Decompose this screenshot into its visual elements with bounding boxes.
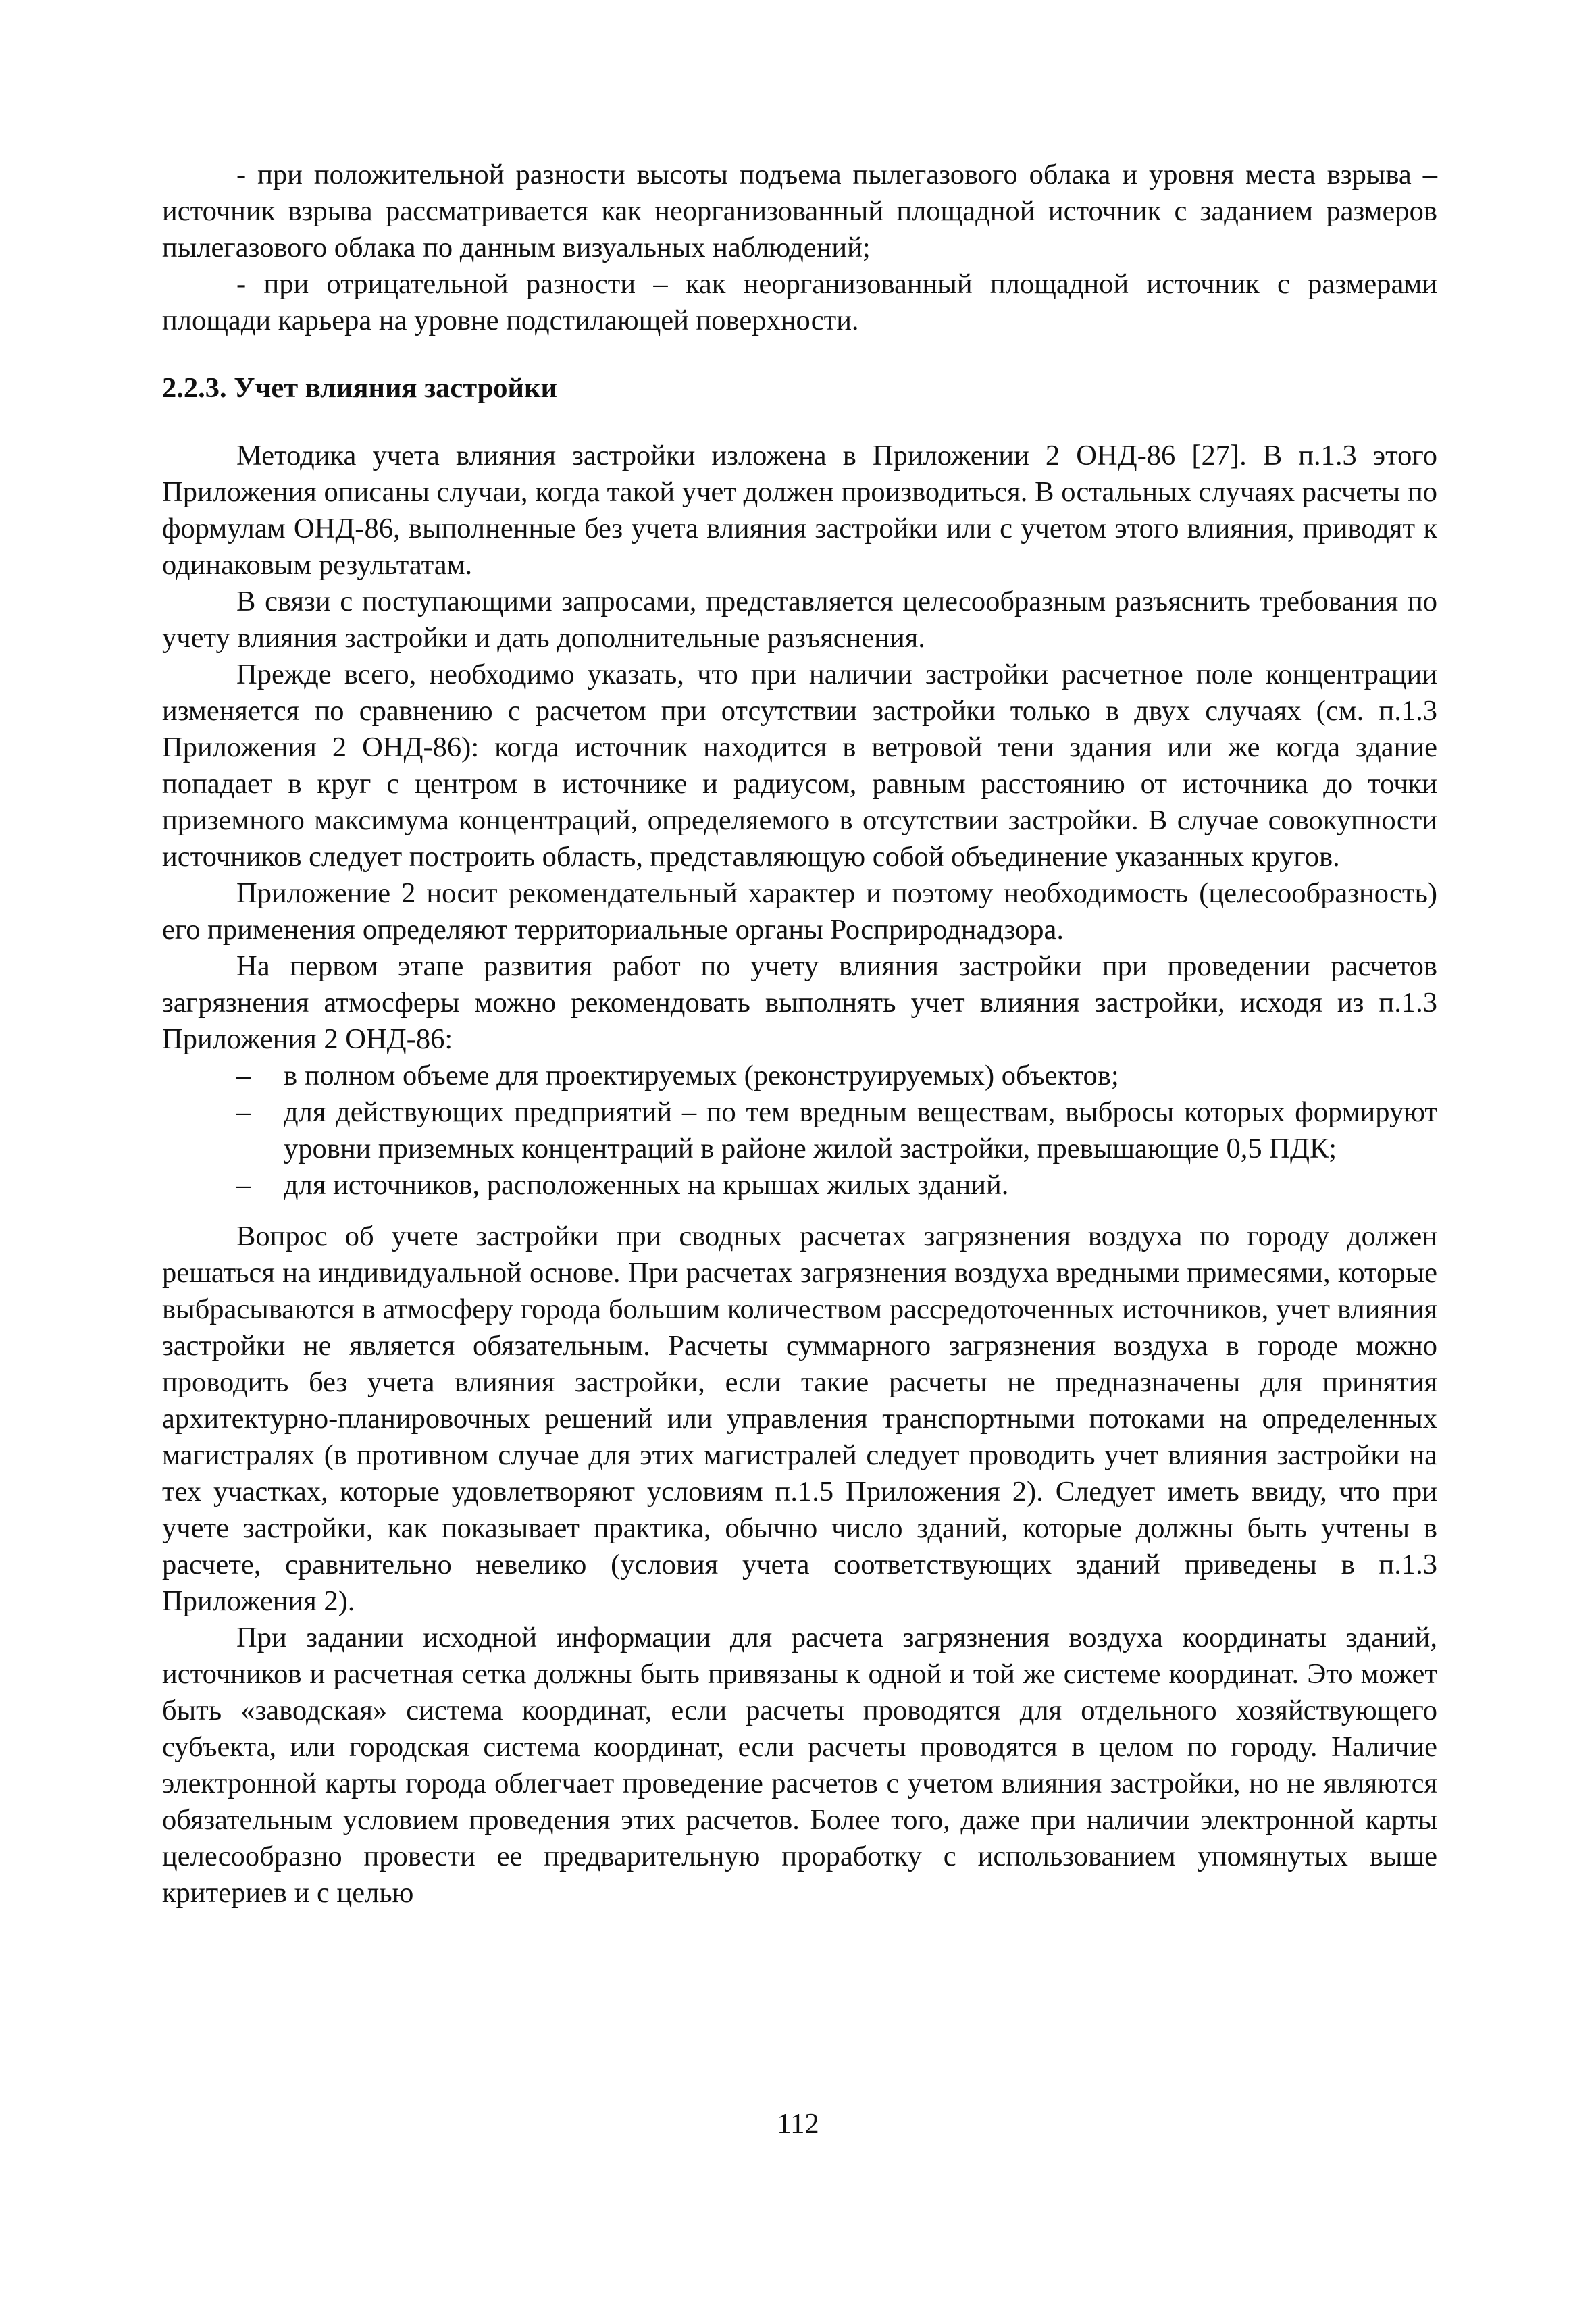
body-paragraph-4: Приложение 2 носит рекомендательный характер и поэтому необходимость (целесообразность) его применения определяют территориальные органы Росприроднадзора. <box>162 877 1437 946</box>
page-number: 112 <box>777 2108 819 2140</box>
body-paragraph-5: На первом этапе развития работ по учету влияния застройки при проведении расчетов загрязнения атмосферы можно рекомендовать выполнять учет влияния застройки, исходя из п.1.3 Приложения 2 ОНД-86: <box>162 950 1437 1055</box>
page-content <box>162 157 1437 1911</box>
list-dash: – <box>236 1169 251 1201</box>
body-paragraph-1: Методика учета влияния застройки изложена в Приложении 2 ОНД-86 [27]. В п.1.3 этого Приложения описаны случаи, когда такой учет должен производиться. В остальных случаях расчеты по формулам ОНД-86, выполненные без учета влияния застройки или с учетом этого влияния, приводят к одинаковым результатам. <box>162 440 1437 581</box>
body-paragraph-2: В связи с поступающими запросами, представляется целесообразным разъяснить требования по учету влияния застройки и дать дополнительные разъяснения. <box>162 586 1437 654</box>
list-item <box>162 1058 1437 1094</box>
intro-paragraph-1: - при положительной разности высоты подъема пылегазового облака и уровня места взрыва – источник взрыва рассматривается как неорганизованный площадной источник с заданием размеров пылегазового облака по данным визуальных наблюдений; <box>162 159 1437 263</box>
list-item <box>162 1094 1437 1167</box>
body-paragraph-6: Вопрос об учете застройки при сводных расчетах загрязнения воздуха по городу должен решаться на индивидуальной основе. При расчетах загрязнения воздуха вредными примесями, которые выбрасываются в атмосферу города большим количеством рассредоточенных источников, учет влияния застройки не является обязательным. Расчеты суммарного загрязнения воздуха в городе можно проводить без учета влияния застройки, если такие расчеты не предназначены для принятия архитектурно-планировочных решений или управления транспортными потоками на определенных магистралях (в противном случае для этих магистралей следует проводить учет влияния застройки на тех участках, которые удовлетворяют условиям п.1.5 Приложения 2). Следует иметь ввиду, что при учете застройки, как показывает практика, обычно число зданий, которые должны быть учтены в расчете, сравнительно невелико (условия учета соответствующих зданий приведены в п.1.3 Приложения 2). <box>162 1220 1437 1617</box>
list-item-text: в полном объеме для проектируемых (реконструируемых) объектов; <box>284 1060 1119 1091</box>
body-paragraph-3: Прежде всего, необходимо указать, что при наличии застройки расчетное поле концентрации изменяется по сравнению с расчетом при отсутствии застройки только в двух случаях (см. п.1.3 Приложения 2 ОНД-86): когда источник находится в ветровой тени здания или же когда здание попадает в круг с центром в источнике и радиусом, равным расстоянию от источника до точки приземного максимума концентраций, определяемого в отсутствии застройки. В случае совокупности источников следует построить область, представляющую собой объединение указанных кругов. <box>162 659 1437 873</box>
list-item <box>162 1167 1437 1204</box>
intro-paragraph-2: - при отрицательной разности – как неорганизованный площадной источник с размерами площади карьера на уровне подстилающей поверхности. <box>162 268 1437 336</box>
section-heading: 2.2.3. Учет влияния застройки <box>162 372 558 404</box>
recommendation-list <box>162 1058 1437 1204</box>
list-dash: – <box>236 1096 251 1128</box>
list-item-text: для источников, расположенных на крышах жилых зданий. <box>284 1169 1009 1201</box>
list-dash: – <box>236 1060 251 1091</box>
body-paragraph-7: При задании исходной информации для расчета загрязнения воздуха координаты зданий, источников и расчетная сетка должны быть привязаны к одной и той же системе координат. Это может быть «заводская» система координат, если расчеты проводятся для отдельного хозяйствующего субъекта, или городская система координат, если расчеты проводятся в целом по городу. Наличие электронной карты города облегчает проведение расчетов с учетом влияния застройки, но не являются обязательным условием проведения этих расчетов. Более того, даже при наличии электронной карты целесообразно провести ее предварительную проработку с использованием упомянутых выше критериев и с целью <box>162 1622 1437 1909</box>
list-item-text: для действующих предприятий – по тем вредным веществам, выбросы которых формируют уровни приземных концентраций в районе жилой застройки, превышающие 0,5 ПДК; <box>284 1096 1437 1164</box>
